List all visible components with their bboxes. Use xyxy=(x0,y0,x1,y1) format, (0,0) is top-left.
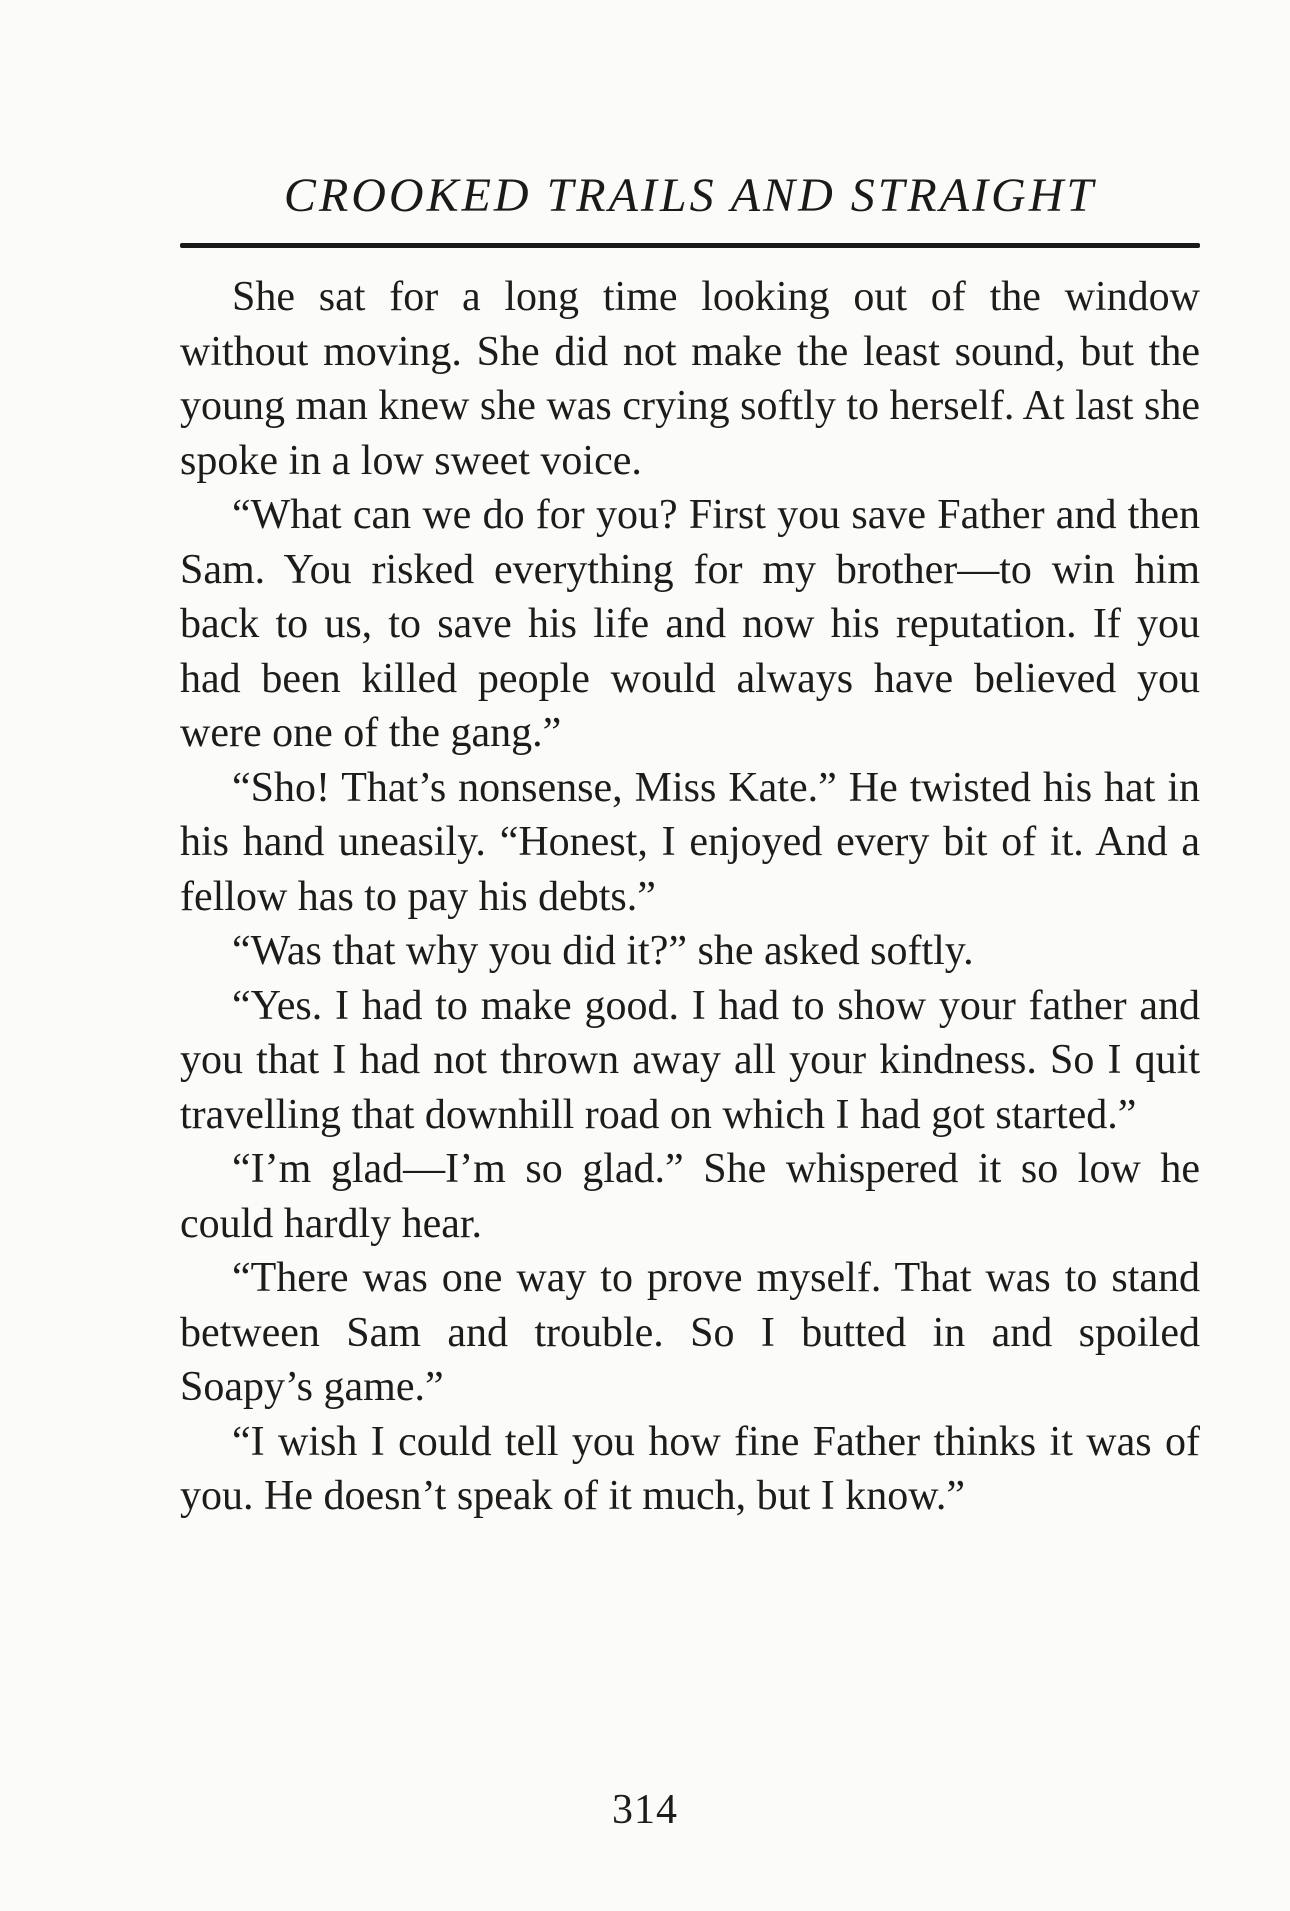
paragraph: She sat for a long time looking out of the window without moving. She did not make the least sound, but the young man knew she was crying softly to herself. At last she spoke in a low sweet voice. xyxy=(180,274,1200,484)
paragraph: “I’m glad—I’m so glad.” She whispered it so low he could hardly hear. xyxy=(180,1146,1200,1247)
page-number: 314 xyxy=(612,1787,678,1833)
header-rule xyxy=(180,243,1200,248)
paragraph: “Sho! That’s nonsense, Miss Kate.” He twisted his hat in his hand uneasily. “Honest, I enjoyed every bit of it. And a fellow has to pay his debts.” xyxy=(180,764,1200,920)
paragraph: “What can we do for you? First you save Father and then Sam. You risked everything for my brother—to win him back to us, to save his life and now his reputation. If you had been killed people would always have believed you were one of the gang.” xyxy=(180,492,1200,756)
paragraph: “Yes. I had to make good. I had to show your father and you that I had not thrown away all your kindness. So I quit travelling that downhill road on which I had got started.” xyxy=(180,982,1200,1138)
body-text xyxy=(180,270,1200,1524)
running-head-title: CROOKED TRAILS AND STRAIGHT xyxy=(283,169,1097,222)
paragraph: “There was one way to prove myself. That was to stand between Sam and trouble. So I butted in and spoiled Soapy’s game.” xyxy=(180,1255,1200,1410)
paragraph: “Was that why you did it?” she asked softly. xyxy=(232,928,974,974)
paragraph: “I wish I could tell you how fine Father thinks it was of you. He doesn’t speak of it much, but I know.” xyxy=(180,1418,1200,1519)
